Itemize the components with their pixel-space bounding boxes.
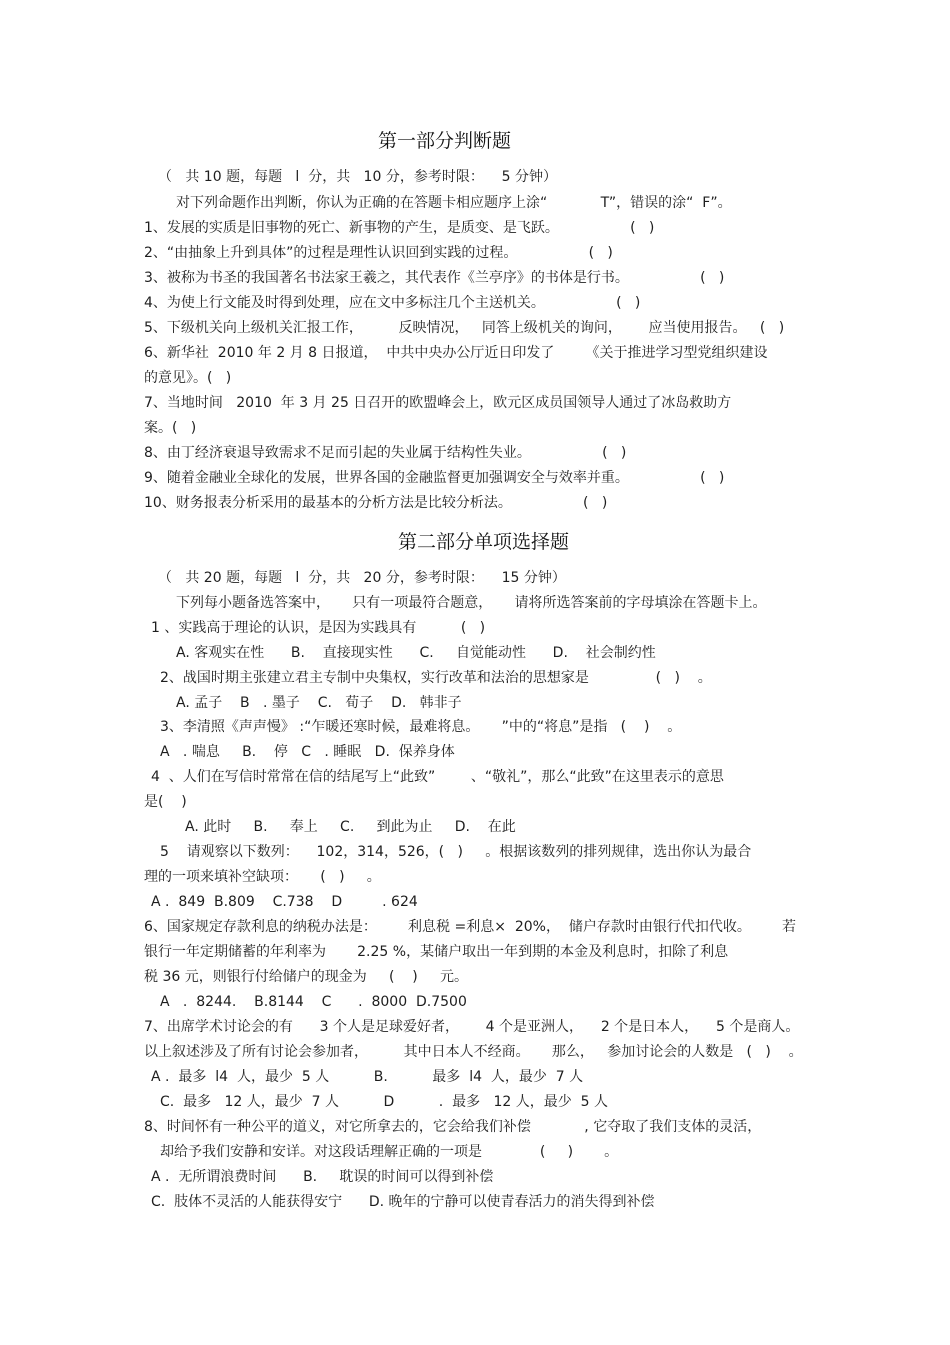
question-line: 税 36 元，则银行付给储户的现金为 ( ) 元。	[144, 969, 468, 985]
option-line: C. 肢体不灵活的人能获得安宁 D. 晚年的宁静可以使青春活力的消失得到补偿	[151, 1194, 655, 1210]
question-line: 8、由丁经济衰退导致需求不足而引起的失业属于结构性失业。 ( )	[144, 445, 627, 461]
question-line: 以上叙述涉及了所有讨论会参加者， 其中日本人不经商。 那么， 参加讨论会的人数是 ( ) 。	[144, 1044, 803, 1060]
option-line: C. 最多 12 人，最少 7 人 D . 最多 12 人，最少 5 人	[160, 1094, 609, 1110]
question-line: 案。( )	[144, 420, 197, 436]
question-line: 5 请观察以下数列： 102，314，526，( ) 。根据该数列的排列规律，选出你认为最合	[160, 844, 752, 860]
question-line: 的意见》。( )	[144, 370, 232, 386]
question-line: 6、国家规定存款利息的纳税办法是： 利息税 =利息× 20%， 储户存款时由银行代扣代收。 若	[144, 919, 797, 935]
part1-instruction: 对下列命题作出判断，你认为正确的在答题卡相应题序上涂“ T”，错误的涂“ F”。	[176, 195, 732, 211]
question-line: 6、新华社 2010 年 2 月 8 日报道， 中共中央办公厅近日印发了 《关于推进学习型党组织建设	[144, 345, 768, 361]
option-line: A . 喘息 B. 停 C . 睡眠 D. 保养身体	[160, 744, 455, 760]
part2-title: 第二部分单项选择题	[398, 531, 570, 553]
part2-info: （ 共 20 题，每题 l 分，共 20 分，参考时限： 15 分钟）	[158, 570, 566, 586]
question-line: 5、下级机关向上级机关汇报工作， 反映情况， 同答上级机关的询问， 应当使用报告。 ( )	[144, 320, 785, 336]
question-line: 4 、人们在写信时常常在信的结尾写上“此致” 、“敬礼”，那么“此致”在这里表示的意思	[151, 769, 724, 785]
question-line: 9、随着金融业全球化的发展，世界各国的金融监督更加强调安全与效率并重。 ( )	[144, 470, 725, 486]
part2-instruction: 下列每小题备选答案中， 只有一项最符合题意， 请将所选答案前的字母填涂在答题卡上。	[176, 595, 767, 611]
question-line: 却给予我们安静和安详。对这段话理解正确的一项是 ( ) 。	[160, 1144, 619, 1160]
question-line: 4、为使上行文能及时得到处理，应在文中多标注几个主送机关。 ( )	[144, 295, 641, 311]
option-line: A . 无所谓浪费时间 B. 耽误的时间可以得到补偿	[151, 1169, 494, 1185]
question-line: 1 、实践高于理论的认识，是因为实践具有 ( )	[151, 620, 486, 636]
question-line: 1、发展的实质是旧事物的死亡、新事物的产生，是质变、是飞跃。 ( )	[144, 220, 655, 236]
question-line: 7、当地时间 2010 年 3 月 25 日召开的欧盟峰会上，欧元区成员国领导人通过了冰岛救助方	[144, 395, 732, 411]
question-line: 7、出席学术讨论会的有 3 个人是足球爱好者， 4 个是亚洲人， 2 个是日本人， 5 个是商人。	[144, 1019, 800, 1035]
question-line: 3、李清照《声声慢》 :“乍暖还寒时候，最难将息。 ”中的“将息”是指 ( ) 。	[160, 719, 682, 735]
part1-title: 第一部分判断题	[378, 130, 512, 152]
question-line: 理的一项来填补空缺项： ( ) 。	[144, 869, 381, 885]
option-line: A. 孟子 B . 墨子 C. 荀子 D. 韩非子	[176, 695, 462, 711]
part1-info: （ 共 10 题，每题 l 分，共 10 分，参考时限： 5 分钟）	[158, 169, 557, 185]
option-line: A . 8244. B.8144 C . 8000 D.7500	[160, 994, 467, 1010]
question-line: 10、财务报表分析采用的最基本的分析方法是比较分析法。 ( )	[144, 495, 608, 511]
question-line: 2、战国时期主张建立君主专制中央集权，实行改革和法治的思想家是 ( ) 。	[160, 670, 712, 686]
option-line: A . 849 B.809 C.738 D . 624	[151, 894, 418, 910]
option-line: A. 客观实在性 B. 直接现实性 C. 自觉能动性 D. 社会制约性	[176, 645, 656, 661]
question-line: 银行一年定期储蓄的年利率为 2.25 %，某储户取出一年到期的本金及利息时，扣除了利息	[144, 944, 729, 960]
question-line: 2、“由抽象上升到具体”的过程是理性认识回到实践的过程。 ( )	[144, 245, 613, 261]
question-line: 是( )	[144, 794, 187, 810]
option-line: A . 最多 l4 人，最少 5 人 B. 最多 l4 人，最少 7 人	[151, 1069, 584, 1085]
question-line: 3、被称为书圣的我国著名书法家王羲之，其代表作《兰亭序》的书体是行书。 ( )	[144, 270, 725, 286]
question-line: 8、时间怀有一种公平的道义，对它所拿去的，它会给我们补偿 , 它夺取了我们支体的灵活，	[144, 1119, 762, 1135]
option-line: A. 此时 B. 奉上 C. 到此为止 D. 在此	[185, 819, 516, 835]
